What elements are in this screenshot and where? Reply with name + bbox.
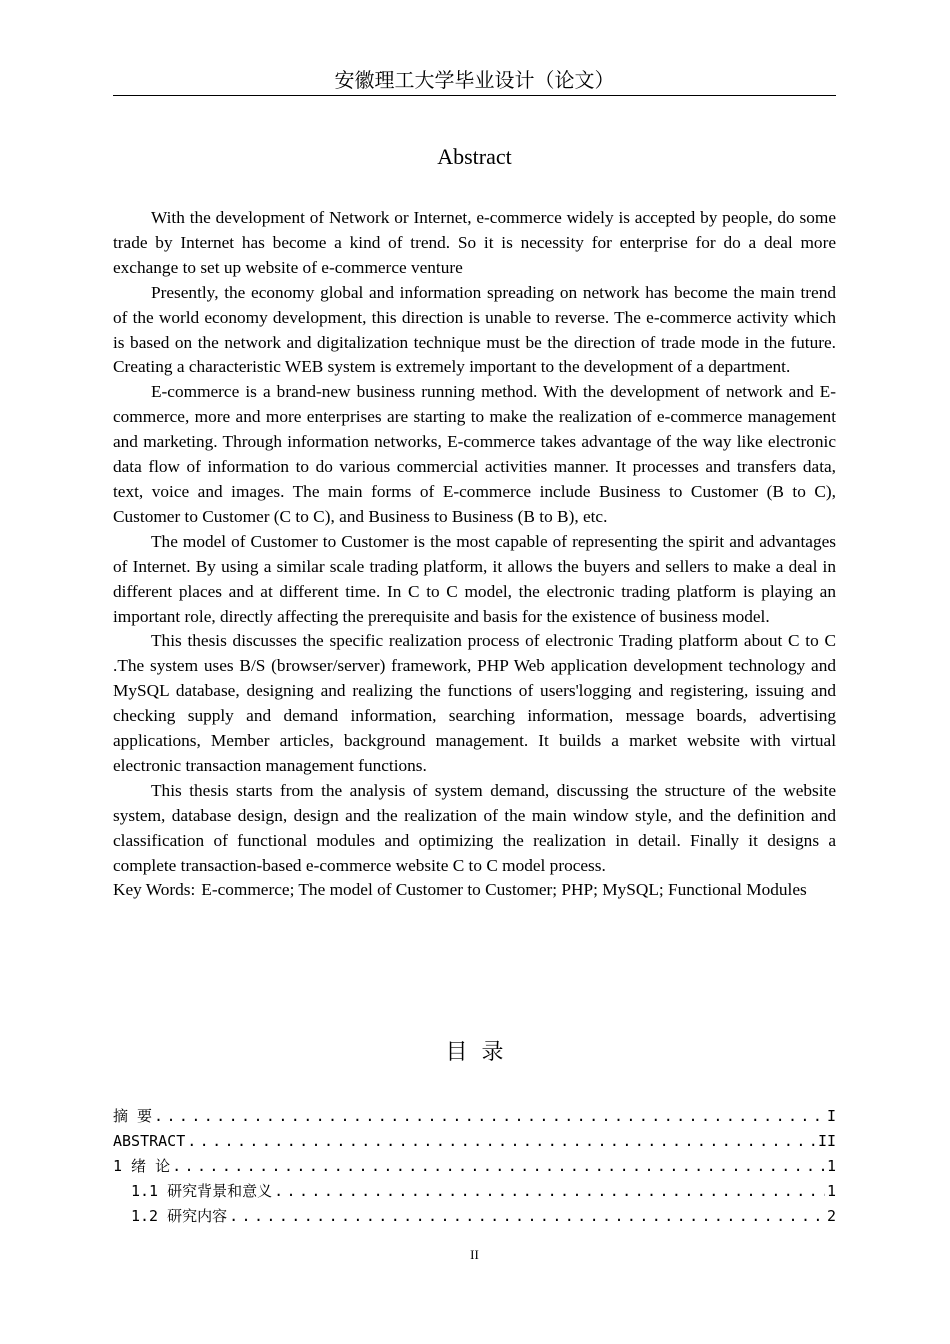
abstract-body (113, 206, 836, 903)
toc-entry[interactable] (113, 1104, 836, 1129)
table-of-contents (113, 1104, 836, 1229)
toc-leader (274, 1179, 825, 1204)
keywords (113, 878, 836, 903)
toc-entry-label: 1.2 研究内容 (131, 1207, 228, 1225)
toc-entry[interactable] (113, 1129, 836, 1154)
toc-entry[interactable] (113, 1179, 836, 1204)
toc-entry-page: 1 (826, 1182, 836, 1200)
toc-entry-label: 摘 要 (113, 1107, 153, 1125)
abstract-paragraph: E-commerce is a brand-new business running method. With the development of network and E-commerce, more and more enterprises are starting to make the realization of e-commerce management and marketing. Through information networks, E-commerce takes advantage of the way like electronic data flow of information to do various commercial activities manner. It processes and transfers data, text, voice and images. The main forms of E-commerce include Business to Customer (B to C), Customer to Customer (C to C), and Business to Business (B to B), etc. (113, 382, 836, 526)
toc-entry[interactable] (113, 1154, 836, 1179)
toc-leader (187, 1129, 816, 1154)
abstract-paragraph: Presently, the economy global and information spreading on network has become the main trend of the world economy development, this direction is unable to reverse. The e-commerce activity which is based on the network and digitalization technique must be the direction of trade mode in the future. Creating a characteristic WEB system is extremely important to the development of a department. (113, 282, 836, 377)
toc-entry-page: 1 (826, 1157, 836, 1175)
abstract-paragraph: This thesis starts from the analysis of system demand, discussing the structure of the website system, database design, design and the realization of the main window style, and the definition and classification of functional modules and optimizing the realization in detail. Finally it designs a complete transaction-based e-commerce website C to C model process. (113, 780, 836, 875)
keywords-text: E-commerce; The model of Customer to Customer; PHP; MySQL; Functional Modules (201, 880, 807, 900)
abstract-paragraph: This thesis discusses the specific realization process of electronic Trading platform about C to C .The system uses B/S (browser/server) framework, PHP Web application development technology and MySQL database, designing and realizing the functions of users'logging and registering, issuing and checking supply and demand information, searching information, message boards, advertising applications, Member articles, background management. It builds a market website with virtual electronic transaction management functions. (113, 631, 836, 775)
toc-entry-page: II (817, 1132, 836, 1150)
header-rule (113, 95, 836, 96)
toc-entry-label: 1.1 研究背景和意义 (131, 1182, 273, 1200)
running-header: 安徽理工大学毕业设计（论文） (334, 68, 615, 92)
keywords-label: Key Words: (113, 880, 196, 900)
toc-entry[interactable] (113, 1204, 836, 1229)
toc-leader (229, 1204, 825, 1229)
page-number: II (470, 1247, 479, 1262)
abstract-paragraph: With the development of Network or Internet, e-commerce widely is accepted by people, do some trade by Internet has become a kind of trend. So it is necessity for enterprise for do a deal more exchange to set up website of e-commerce venture (113, 208, 836, 277)
toc-entry-page: I (826, 1107, 836, 1125)
toc-leader (172, 1154, 825, 1179)
toc-entry-label: 1 绪 论 (113, 1157, 171, 1175)
abstract-title: Abstract (437, 144, 512, 169)
toc-entry-label: ABSTRACT (113, 1132, 186, 1150)
toc-title: 目录 (445, 1040, 518, 1065)
abstract-paragraph: The model of Customer to Customer is the most capable of representing the spirit and advantages of Internet. By using a similar scale trading platform, it allows the buyers and sellers to make a deal in different places and at different time. In C to C model, the electronic trading platform is playing an important role, directly affecting the prerequisite and basis for the existence of business model. (113, 531, 836, 626)
toc-leader (154, 1104, 825, 1129)
toc-entry-page: 2 (826, 1207, 836, 1225)
